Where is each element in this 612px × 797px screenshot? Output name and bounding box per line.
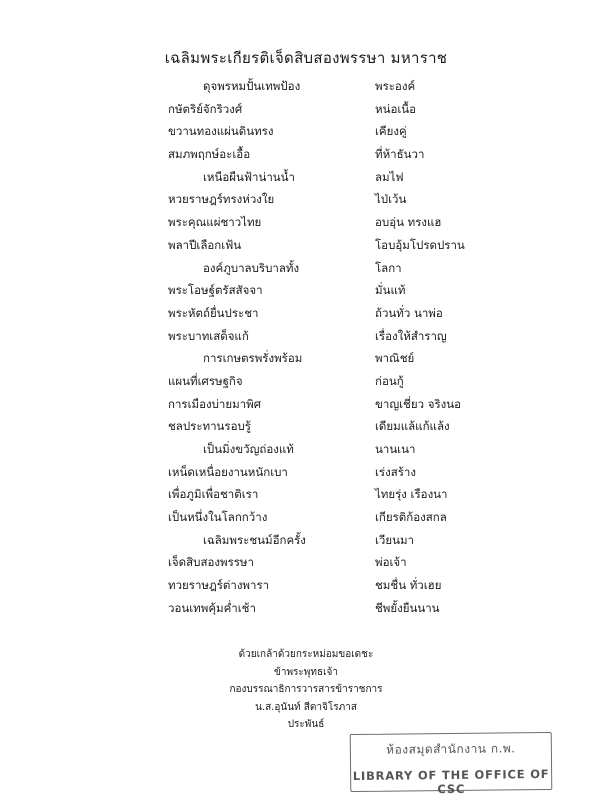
poem-line — [0, 418, 612, 441]
poem-line-left: การเมืองบ่ายมาพิศ — [168, 396, 262, 411]
poem-title: เฉลิมพระเกียรติเจ็ดสิบสองพรรษา มหาราช — [164, 49, 448, 67]
poem-line-left: เป็นหนึ่งในโลกกว้าง — [168, 510, 268, 525]
poem-line — [0, 123, 612, 146]
poem-line — [0, 486, 612, 509]
poem-line-right: เคียงคู่ — [375, 124, 407, 139]
author-name: น.ส.อุนันท์ สีตาจิโรภาส — [255, 701, 357, 713]
poem-line-right: ไป่เว้น — [375, 192, 407, 207]
poem-line-right: เวียนมา — [375, 532, 415, 547]
poem-line-left: เจ็ดสิบสองพรรษา — [168, 555, 254, 570]
poem-line-left: การเกษตรพรั่งพร้อม — [203, 351, 303, 366]
poem-line-right: ชมชื่น ทั่วเฮย — [375, 578, 442, 593]
poem-line-left: ดุจพรหมปั้นเทพป้อง — [203, 79, 301, 93]
library-stamp — [350, 732, 553, 797]
poem-line-right: เกียรติก้องสกล — [375, 510, 447, 525]
poem-line-left: เหน็ดเหนื่อยงานหนักเบา — [168, 464, 288, 479]
poem-line-left: แผนที่เศรษฐกิจ — [168, 373, 243, 388]
poem-line-left: กษัตริย์จักริวงศ์ — [168, 101, 243, 116]
poem-line — [0, 282, 612, 305]
poem-line — [0, 260, 612, 283]
poem-line — [0, 532, 612, 555]
poem-line-right: ลมไฟ — [375, 169, 404, 184]
poem-line-left: เหนือผืนฟ้าน่านน้ำ — [203, 169, 295, 184]
closing-block — [0, 646, 612, 734]
poem-line — [0, 146, 612, 169]
poem-line-left: พระบาทเสด็จแก้ — [168, 328, 249, 343]
poem-line-left: พระคุณแผ่ชาวไทย — [168, 215, 262, 230]
poem-line-left: สมภพฤกษ์อะเอื้อ — [168, 147, 251, 162]
poem-line — [0, 600, 612, 623]
poem-body — [0, 78, 612, 623]
poem-line-left: เป็นมิ่งขวัญถ่องแท้ — [203, 442, 294, 456]
poem-line — [0, 191, 612, 214]
poem-line-left: องค์ภูบาลบริบาลทั้ง — [203, 260, 300, 275]
poem-line-left: หวยราษฎร์ทรงห่วงใย — [168, 192, 275, 207]
poem-line-left: ขวานทองแผ่นดินทรง — [168, 124, 274, 139]
poem-line — [0, 350, 612, 373]
poem-line-right: ไทยรุ่ง เรืองนา — [375, 487, 448, 502]
poem-line-right: โอบอุ้มโปรดปราน — [375, 237, 465, 252]
poem-line-left: ชลประทานรอบรู้ — [168, 419, 251, 434]
poem-line-right: เร่งสร้าง — [375, 464, 416, 479]
poem-line — [0, 101, 612, 124]
poem-line-right: โลกา — [375, 260, 402, 275]
poem-line — [0, 78, 612, 101]
poem-line-right: เรื่องให้สำราญ — [375, 328, 447, 343]
poem-line-right: พระองค์ — [375, 79, 416, 93]
poem-line — [0, 305, 612, 328]
poem-line-right: ก่อนกู้ — [375, 373, 404, 388]
poem-line — [0, 328, 612, 351]
poem-line-right: หน่อเนื้อ — [375, 101, 417, 116]
poem-line-right: มั่นแท้ — [375, 283, 406, 298]
poem-line-right: เดียมแล้แก้แล้ง — [375, 419, 450, 434]
poem-line — [0, 554, 612, 577]
closing-line: ข้าพระพุทธเจ้า — [274, 666, 338, 678]
poem-line-right: นานเนา — [375, 442, 416, 456]
closing-line: ด้วยเกล้าด้วยกระหม่อมขอเดชะ — [238, 649, 374, 660]
poem-line-left: วอนเทพคุ้มค่ำเช้า — [168, 600, 256, 615]
poem-line-left: เฉลิมพระชนม์อีกครั้ง — [203, 532, 306, 547]
poem-line — [0, 169, 612, 192]
poem-line — [0, 464, 612, 487]
poem-line-left: พระหัตถ์ยื่นประชา — [168, 305, 259, 320]
poem-line-left: เพื่อภูมิเพื่อชาติเรา — [168, 487, 259, 502]
poem-line-right: ถ้วนทั่ว นาพ่อ — [375, 305, 443, 320]
poem-line-right: ที่ห้าธันวา — [375, 147, 425, 162]
poem-line — [0, 396, 612, 419]
poem-line-right: ชีพยั้งยืนนาน — [375, 600, 440, 615]
poem-line-left: ทวยราษฎร์ต่างพารา — [168, 578, 270, 593]
poem-line-left: พลาปีเลือกเฟ้น — [168, 237, 242, 252]
poem-line — [0, 509, 612, 532]
poem-line-right: พ่อเจ้า — [375, 555, 407, 570]
poem-line — [0, 373, 612, 396]
poem-line — [0, 441, 612, 464]
closing-line: กองบรรณาธิการวารสารข้าราชการ — [229, 684, 383, 695]
stamp-line-english: LIBRARY OF THE OFFICE OF CSC — [352, 766, 550, 797]
poem-line — [0, 237, 612, 260]
poem-line-right: ขาญเชี่ยว จริงนอ — [375, 396, 462, 411]
poem-line-right: อบอุ่น ทรงแฮ — [375, 215, 442, 230]
stamp-line-thai: ห้องสมุดสำนักงาน ก.พ. — [386, 741, 516, 757]
closing-line: ประพันธ์ — [287, 719, 325, 730]
poem-line — [0, 577, 612, 600]
poem-line-right: พาณิชย์ — [375, 351, 415, 366]
poem-line-left: พระโอษฐ์ตรัสสัจจา — [168, 283, 263, 298]
poem-line — [0, 214, 612, 237]
